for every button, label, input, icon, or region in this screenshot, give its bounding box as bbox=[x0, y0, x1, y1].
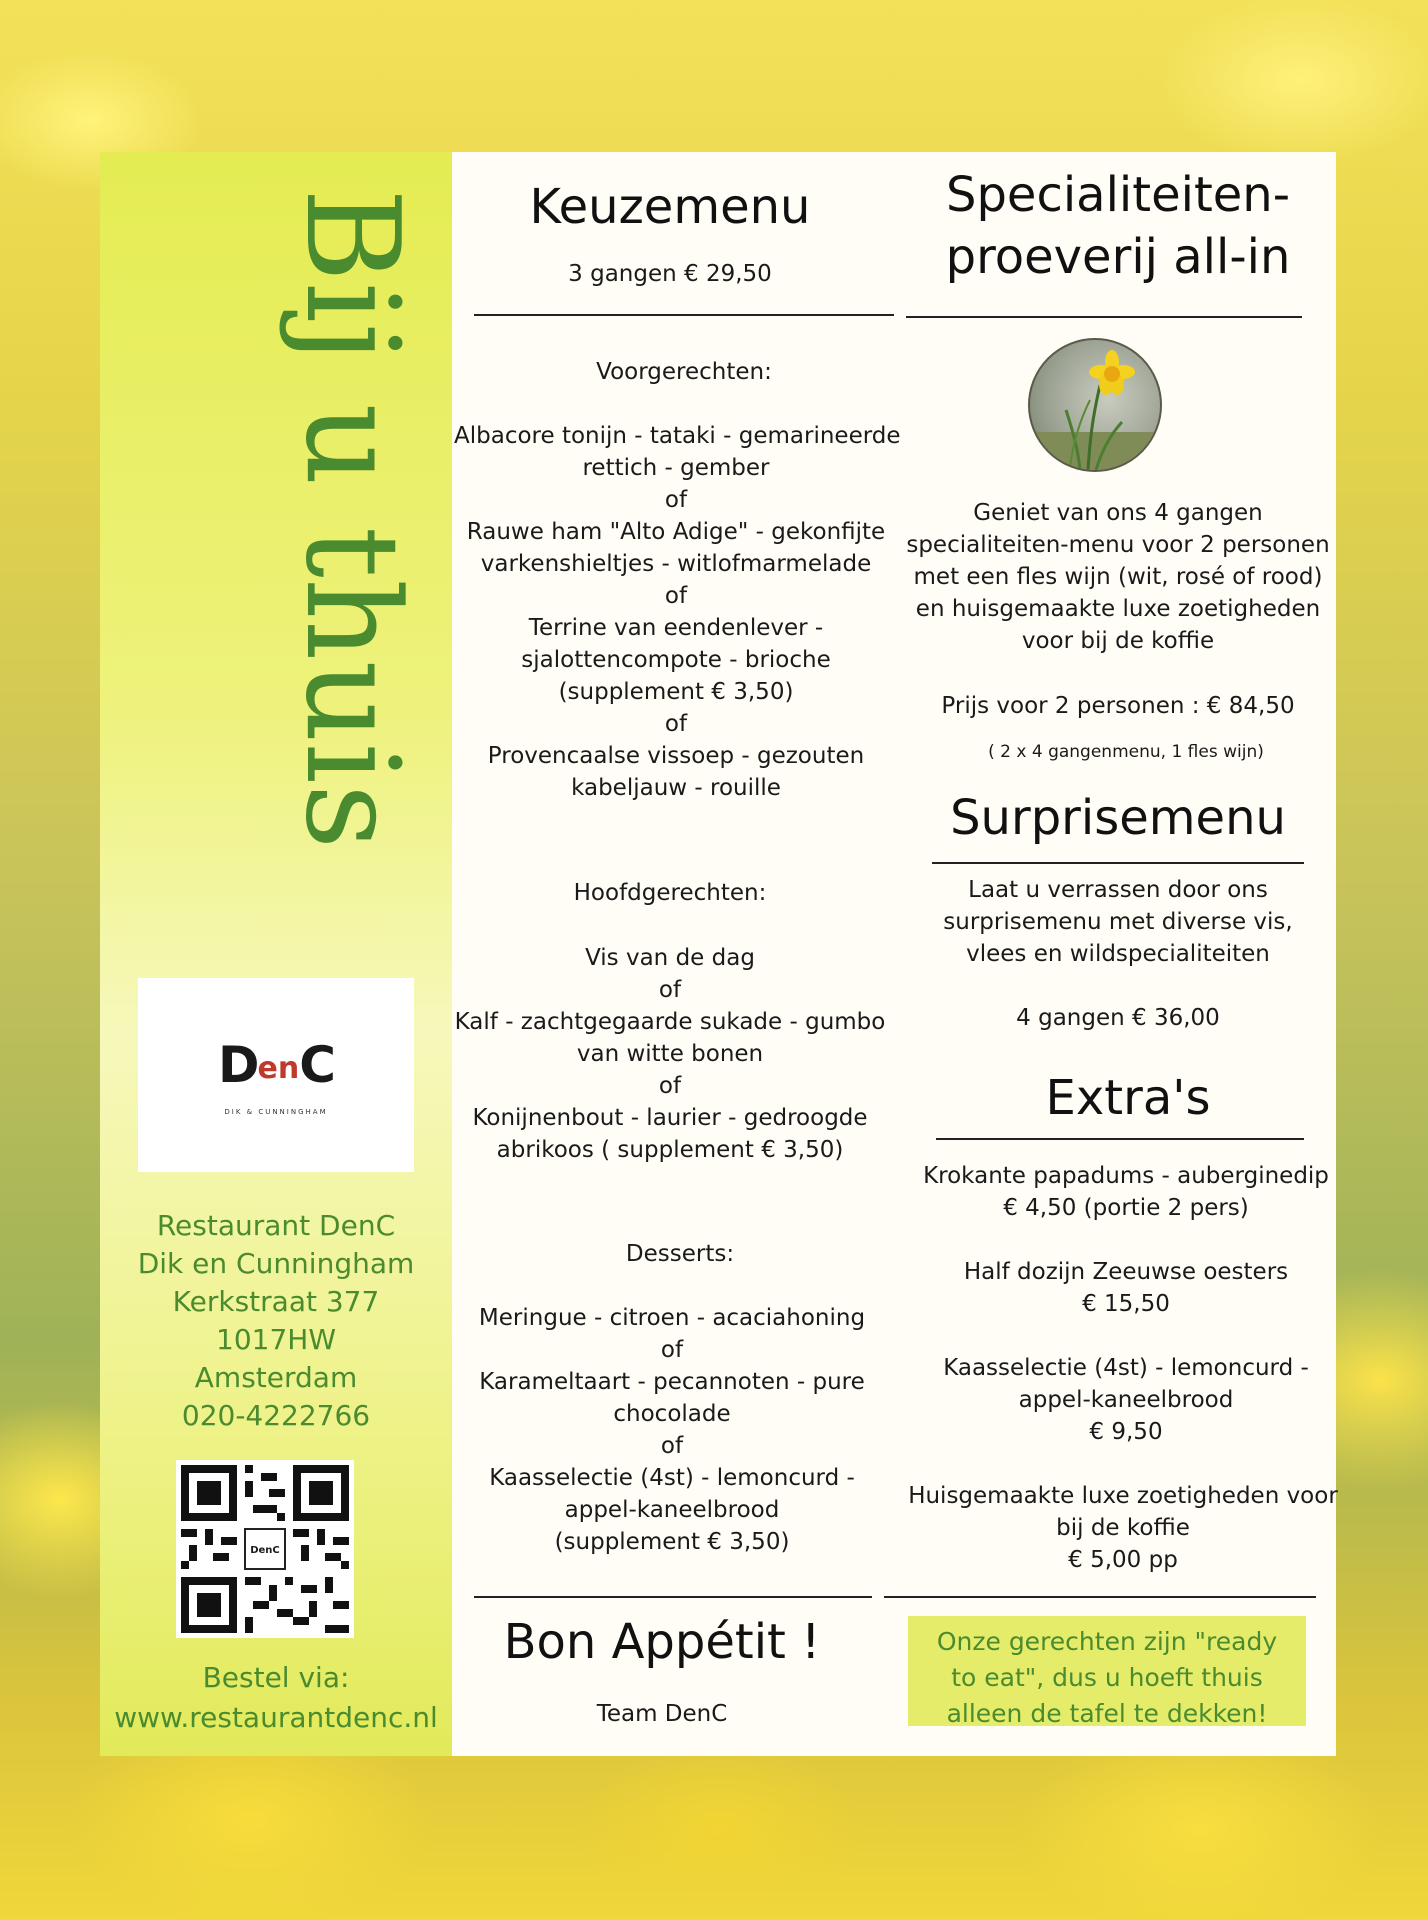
dish-line: Rauwe ham "Alto Adige" - gekonfijte bbox=[466, 519, 886, 545]
qr-logo: DenC bbox=[244, 1528, 286, 1570]
hoofdgerechten-list bbox=[452, 942, 888, 1166]
dish-line: Karameltaart - pecannoten - pure bbox=[479, 1369, 865, 1395]
desserts-label: Desserts: bbox=[625, 1241, 735, 1267]
divider bbox=[932, 862, 1304, 864]
dish-line: of bbox=[664, 583, 688, 609]
logo-mark: DenC bbox=[218, 1036, 334, 1094]
dish-line: Provencaalse vissoep - gezouten bbox=[487, 743, 865, 769]
dish-line: (supplement € 3,50) bbox=[558, 679, 794, 705]
surprisemenu-description: Laat u verrassen door ons surprisemenu met diverse vis, vlees en wildspecialiteiten bbox=[943, 877, 1293, 967]
keuzemenu-title: Keuzemenu bbox=[529, 179, 811, 235]
dish-line: of bbox=[658, 977, 682, 1003]
dish-line: Meringue - citroen - acaciahoning bbox=[478, 1305, 866, 1331]
specialiteiten-title: Specialiteiten- proeverij all-in bbox=[945, 167, 1291, 285]
specialiteiten-price-note: ( 2 x 4 gangenmenu, 1 fles wijn) bbox=[988, 742, 1264, 762]
divider bbox=[936, 1138, 1304, 1140]
extras-item: Krokante papadums - auberginedip € 4,50 (portie 2 pers) bbox=[923, 1163, 1329, 1221]
divider bbox=[474, 1596, 872, 1598]
specialiteiten-price: Prijs voor 2 personen : € 84,50 bbox=[941, 693, 1295, 719]
address-line: Restaurant DenC bbox=[156, 1209, 396, 1242]
dish-line: of bbox=[658, 1073, 682, 1099]
voorgerechten-list bbox=[454, 420, 901, 804]
dish-line: Albacore tonijn - tataki - gemarineerde bbox=[454, 423, 901, 449]
dish-line: Kalf - zachtgegaarde sukade - gumbo bbox=[454, 1009, 886, 1035]
dish-line: abrikoos ( supplement € 3,50) bbox=[496, 1137, 844, 1163]
phone-number[interactable]: 020-4222766 bbox=[181, 1399, 371, 1432]
address-line: Kerkstraat 377 bbox=[172, 1285, 380, 1318]
dish-line: Kaasselectie (4st) - lemoncurd - bbox=[489, 1465, 855, 1491]
daffodil-photo bbox=[1028, 338, 1162, 472]
divider bbox=[884, 1596, 1316, 1598]
voorgerechten-label: Voorgerechten: bbox=[596, 359, 772, 385]
address-line: Amsterdam bbox=[194, 1361, 358, 1394]
address-block bbox=[100, 1207, 452, 1435]
menu-panel bbox=[452, 152, 1336, 1756]
dish-line: of bbox=[660, 1433, 684, 1459]
desserts-list bbox=[452, 1302, 892, 1558]
order-info bbox=[100, 1658, 452, 1738]
keuzemenu-price: 3 gangen € 29,50 bbox=[568, 261, 772, 287]
dish-line: Terrine van eendenlever - bbox=[528, 615, 824, 641]
dish-line: (supplement € 3,50) bbox=[554, 1529, 790, 1555]
dish-line: van witte bonen bbox=[576, 1041, 764, 1067]
dish-line: varkenshieltjes - witlofmarmelade bbox=[480, 551, 872, 577]
divider bbox=[474, 314, 894, 316]
dish-line: of bbox=[664, 487, 688, 513]
extras-title: Extra's bbox=[1045, 1070, 1211, 1126]
dish-line: of bbox=[664, 711, 688, 737]
extras-item: Half dozijn Zeeuwse oesters € 15,50 bbox=[963, 1259, 1289, 1317]
team-signature: Team DenC bbox=[596, 1701, 728, 1727]
address-line: 1017HW bbox=[216, 1323, 336, 1356]
dish-line: Vis van de dag bbox=[585, 945, 755, 971]
dish-line: of bbox=[660, 1337, 684, 1363]
bon-appetit: Bon Appétit ! bbox=[503, 1614, 821, 1670]
hoofdgerechten-label: Hoofdgerechten: bbox=[573, 880, 767, 906]
dish-line: appel-kaneelbrood bbox=[564, 1497, 780, 1523]
dish-line: chocolade bbox=[613, 1401, 731, 1427]
surprisemenu-price: 4 gangen € 36,00 bbox=[1016, 1005, 1220, 1031]
logo-subtitle: DIK & CUNNINGHAM bbox=[224, 1108, 328, 1116]
order-label: Bestel via: bbox=[202, 1661, 350, 1694]
extras-item: Kaasselectie (4st) - lemoncurd - appel-kaneelbrood € 9,50 bbox=[943, 1355, 1309, 1445]
extras-item: Huisgemaakte luxe zoetigheden voor bij de koffie € 5,00 pp bbox=[908, 1483, 1338, 1573]
dish-line: rettich - gember bbox=[582, 455, 770, 481]
address-line: Dik en Cunningham bbox=[137, 1247, 415, 1280]
restaurant-logo bbox=[138, 978, 414, 1172]
surprisemenu-title: Surprisemenu bbox=[950, 790, 1286, 846]
website-link[interactable]: www.restaurantdenc.nl bbox=[114, 1701, 438, 1734]
sidebar: Bij u thuis DenC DIK & CUNNINGHAM Restaurant DenC Dik en Cunningham Kerkstraat 377 1017HW Amsterdam 020-4222766 DenC Bestel via: www.restaurantdenc.nl bbox=[100, 152, 452, 1756]
dish-line: Konijnenbout - laurier - gedroogde bbox=[472, 1105, 868, 1131]
specialiteiten-description: Geniet van ons 4 gangen specialiteiten-menu voor 2 personen met een fles wijn (wit, rosé of rood) en huisgemaakte luxe zoetigheden voor bij de koffie bbox=[906, 500, 1330, 654]
qr-code[interactable] bbox=[176, 1460, 354, 1638]
dish-line: kabeljauw - rouille bbox=[571, 775, 781, 801]
ready-to-eat-note: Onze gerechten zijn "ready to eat", dus u hoeft thuis alleen de tafel te dekken! bbox=[908, 1616, 1306, 1726]
dish-line: sjalottencompote - brioche bbox=[521, 647, 831, 673]
divider bbox=[906, 316, 1302, 318]
